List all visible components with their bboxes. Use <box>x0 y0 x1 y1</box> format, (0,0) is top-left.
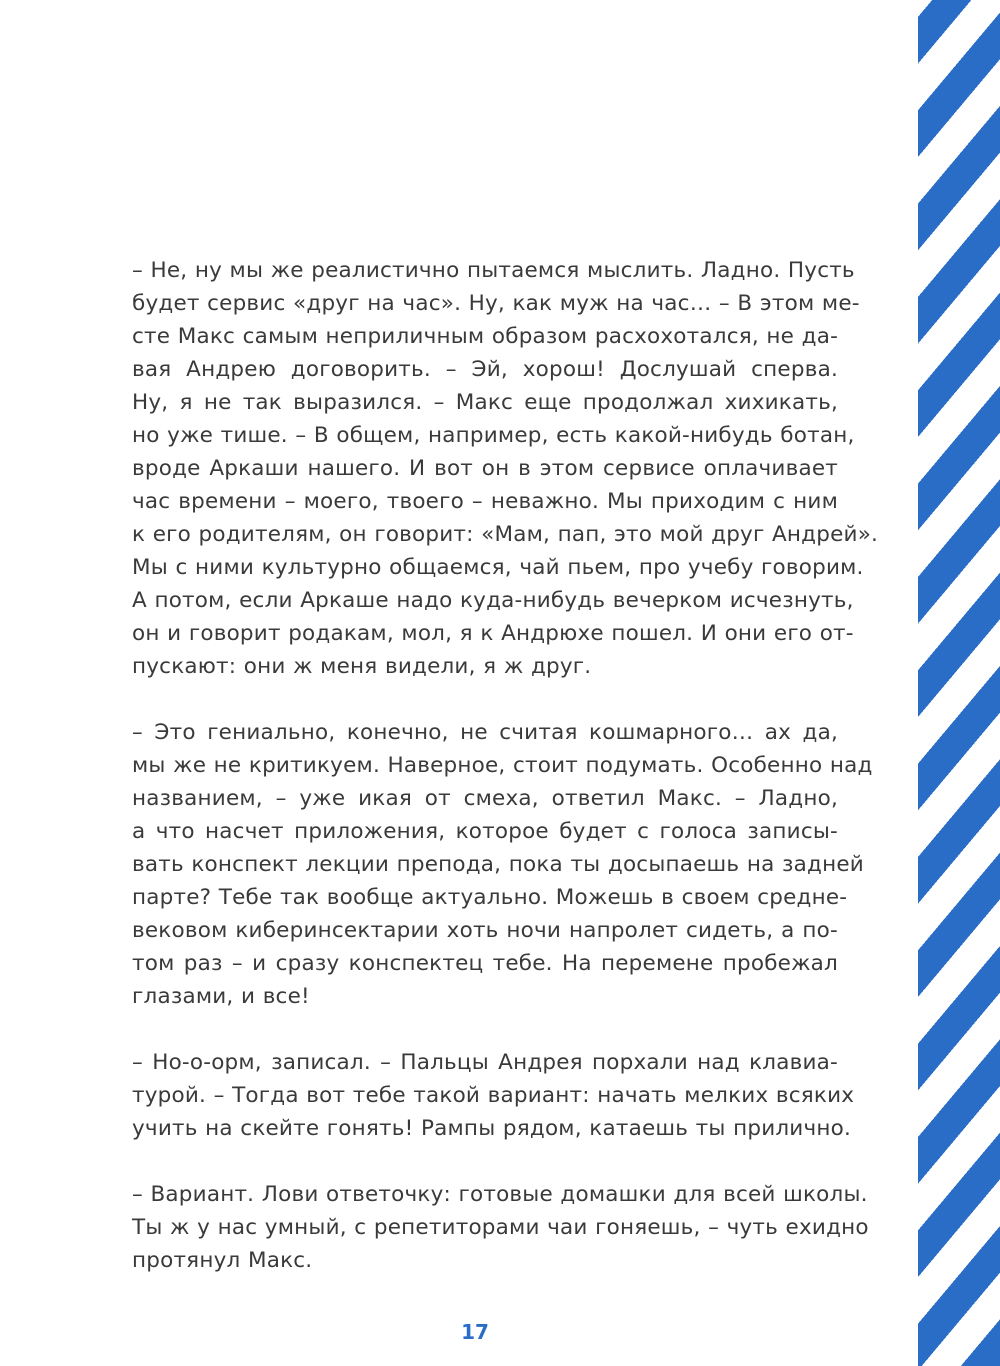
text-line: Ну, я не так выразился. – Макс еще продолжал хихикать, <box>132 390 838 415</box>
text-line: Ты ж у нас умный, с репетиторами чаи гоняешь, – чуть ехидно <box>132 1215 869 1240</box>
body-text <box>132 254 879 1310</box>
paragraph <box>132 1046 855 1145</box>
text-line: сте Макс самым неприличным образом расхохотался, не да- <box>132 324 839 349</box>
paragraph <box>132 716 873 1013</box>
text-line: а что насчет приложения, которое будет с голоса записы- <box>132 819 838 844</box>
text-line: – Но-о-орм, записал. – Пальцы Андрея порхали над клавиа- <box>132 1050 838 1075</box>
text-line: но уже тише. – В общем, например, есть какой-нибудь ботан, <box>132 423 855 448</box>
paragraph <box>132 1178 869 1277</box>
text-line: вая Андрею договорить. – Эй, хорош! Дослушай сперва. <box>132 357 838 382</box>
text-line: вроде Аркаши нашего. И вот он в этом сервисе оплачивает <box>132 456 838 481</box>
text-line: учить на скейте гонять! Рампы рядом, катаешь ты прилично. <box>132 1116 852 1141</box>
text-line: мы же не критикуем. Наверное, стоит подумать. Особенно над <box>132 753 873 778</box>
text-line: к его родителям, он говорит: «Мам, пап, это мой друг Андрей». <box>132 522 879 547</box>
text-line: он и говорит родакам, мол, я к Андрюхе пошел. И они его от- <box>132 621 854 646</box>
text-line: – Вариант. Лови ответочку: готовые домашки для всей школы. <box>132 1182 868 1207</box>
text-line: турой. – Тогда вот тебе такой вариант: начать мелких всяких <box>132 1083 855 1108</box>
text-line: пускают: они ж меня видели, я ж друг. <box>132 654 592 679</box>
text-line: глазами, и все! <box>132 984 310 1009</box>
paragraph <box>132 254 879 683</box>
text-line: том раз – и сразу конспектец тебе. На перемене пробежал <box>132 951 838 976</box>
decorative-stripe-band <box>918 0 1000 1366</box>
text-line: будет сервис «друг на час». Ну, как муж на час… – В этом ме- <box>132 291 860 316</box>
text-line: вековом киберинсектарии хоть ночи напролет сидеть, а по- <box>132 918 838 943</box>
text-line: – Это гениально, конечно, не считая кошмарного… ах да, <box>132 720 838 745</box>
text-line: названием, – уже икая от смеха, ответил Макс. – Ладно, <box>132 786 838 811</box>
text-line: вать конспект лекции препода, пока ты досыпаешь на задней <box>132 852 864 877</box>
text-line: А потом, если Аркаше надо куда-нибудь вечерком исчезнуть, <box>132 588 854 613</box>
text-line: час времени – моего, твоего – неважно. Мы приходим с ним <box>132 489 838 514</box>
text-line: Мы с ними культурно общаемся, чай пьем, про учебу говорим. <box>132 555 864 580</box>
text-line: – Не, ну мы же реалистично пытаемся мыслить. Ладно. Пусть <box>132 258 855 283</box>
text-line: парте? Тебе так вообще актуально. Можешь в своем средне- <box>132 885 848 910</box>
page-number: 17 <box>461 1320 489 1344</box>
text-line: протянул Макс. <box>132 1248 313 1273</box>
